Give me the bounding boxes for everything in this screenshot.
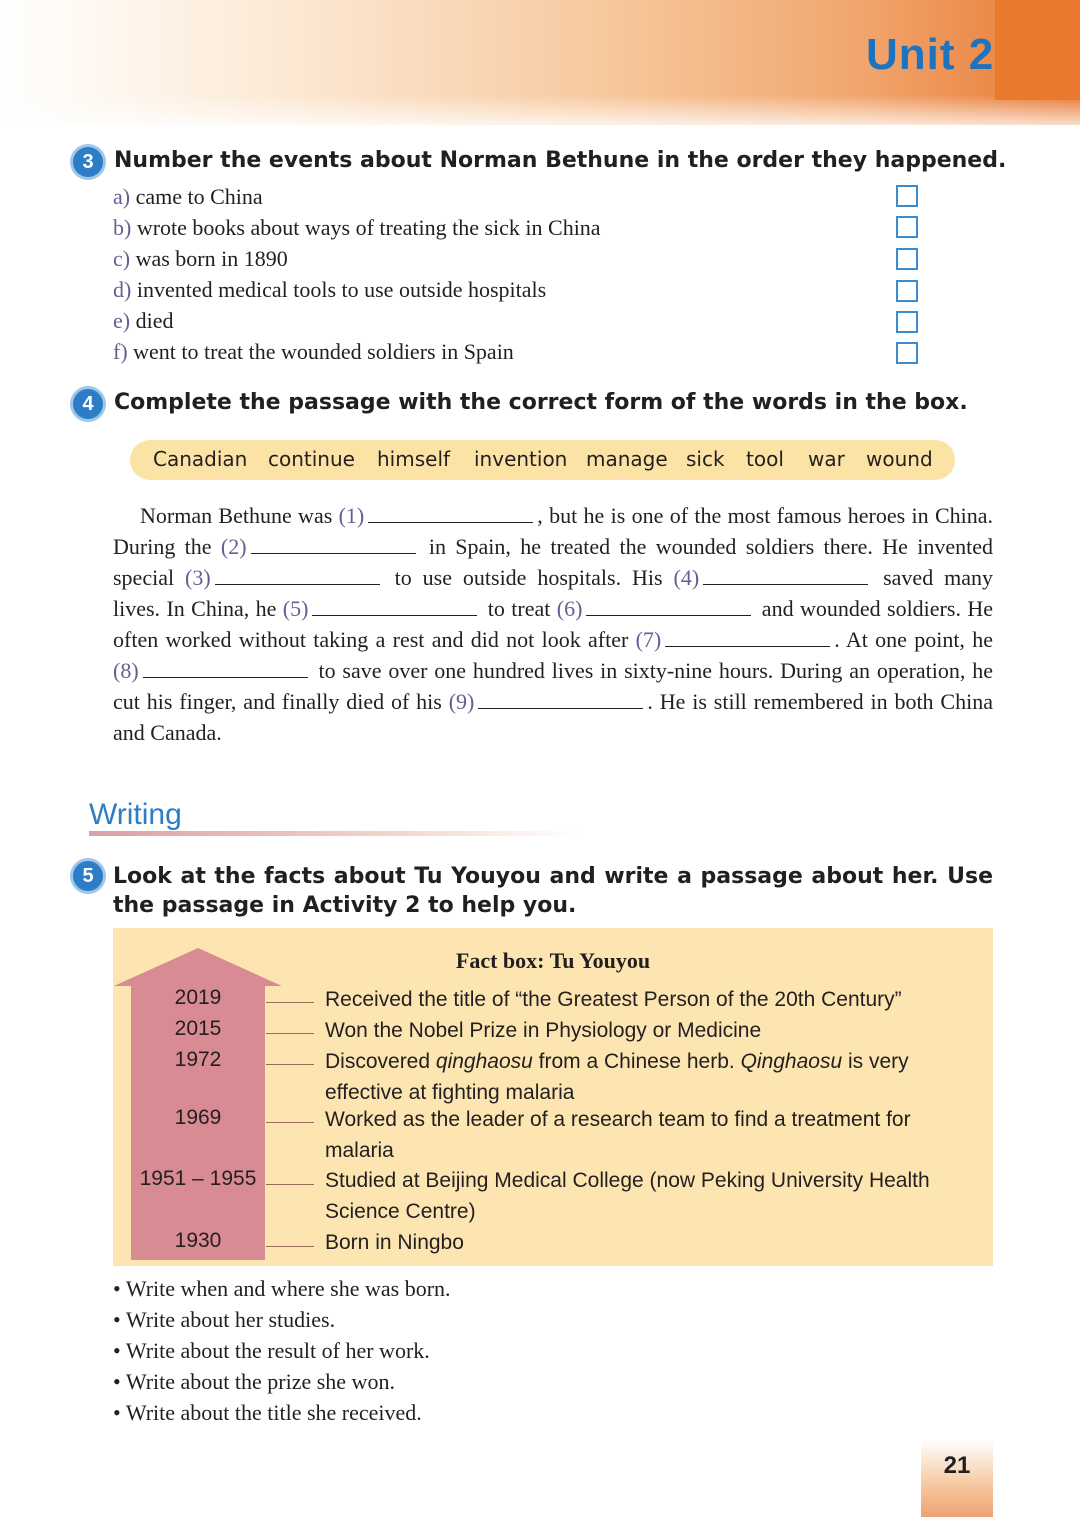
order-checkbox-a[interactable] <box>896 185 918 207</box>
timeline-fact: Discovered qinghaosu from a Chinese herb. Qinghaosu is very effective at fighting malaria <box>325 1050 909 1104</box>
writing-underline <box>89 831 579 836</box>
page-number: 21 <box>943 1452 971 1479</box>
timeline-connector <box>266 1064 314 1065</box>
activity-5-number: 5 <box>73 861 103 891</box>
timeline-connector <box>266 1184 314 1185</box>
word-box-word: war <box>808 447 845 471</box>
answer-blank[interactable] <box>703 566 868 585</box>
timeline-fact: Studied at Beijing Medical College (now Peking University Health Science Centre) <box>325 1169 930 1223</box>
event-item-d: d) invented medical tools to use outside hospitals <box>113 277 547 302</box>
timeline-connector <box>266 1122 314 1123</box>
cloze-passage: Norman Bethune was (1) , but he is one of the most famous heroes in China. During the (2) in Spain, he treated the wounded soldiers there. He invented special (3) to use outside hospitals. His (4) saved many lives. In China, he (5) to treat (6) and wounded soldiers. He often worked without taking a rest and did not look after (7) . At one point, he (8) to save over one hundred lives in sixty-nine hours. During an operation, he cut his finger, and finally died of his (9) . He is still remembered in both China and Canada. <box>113 503 994 745</box>
word-box-word: continue <box>268 447 355 471</box>
event-item-a: a) came to China <box>113 184 263 209</box>
timeline-year: 1972 <box>174 1048 222 1071</box>
word-box-word: invention <box>474 447 568 471</box>
word-box-word: himself <box>377 447 451 471</box>
answer-blank[interactable] <box>665 628 830 647</box>
word-box-word: manage <box>586 447 668 471</box>
answer-blank[interactable] <box>368 504 533 523</box>
writing-heading: Writing <box>89 798 182 831</box>
gap-number: (1) <box>338 503 365 528</box>
writing-bullet: • Write when and where she was born. <box>113 1276 451 1301</box>
writing-bullet: • Write about the result of her work. <box>113 1338 430 1363</box>
timeline-connector <box>266 1002 314 1003</box>
order-checkbox-c[interactable] <box>896 248 918 270</box>
event-item-c: c) was born in 1890 <box>113 246 288 271</box>
timeline-connector <box>266 1033 314 1034</box>
writing-bullet: • Write about the prize she won. <box>113 1369 395 1394</box>
word-box-word: Canadian <box>153 447 248 471</box>
timeline-year: 2015 <box>174 1017 222 1040</box>
answer-blank[interactable] <box>251 535 416 554</box>
timeline-fact: Won the Nobel Prize in Physiology or Medicine <box>325 1019 762 1042</box>
word-box-word: sick <box>686 447 725 471</box>
activity-4-instruction: Complete the passage with the correct form of the words in the box. <box>114 390 968 415</box>
timeline-year: 2019 <box>174 986 222 1009</box>
header-fade <box>0 95 1080 135</box>
answer-blank[interactable] <box>312 597 477 616</box>
gap-number: (8) <box>113 658 139 683</box>
event-item-f: f) went to treat the wounded soldiers in Spain <box>113 339 514 364</box>
order-checkbox-b[interactable] <box>896 216 918 238</box>
answer-blank[interactable] <box>586 597 751 616</box>
activity-5-instruction: Look at the facts about Tu Youyou and write a passage about her. Use the passage in Activity 2 to help you. <box>113 864 993 918</box>
answer-blank[interactable] <box>215 566 380 585</box>
writing-bullet: • Write about the title she received. <box>113 1400 422 1425</box>
timeline-year: 1930 <box>174 1229 222 1252</box>
fact-box-title: Fact box: Tu Youyou <box>455 948 651 973</box>
timeline-fact: Born in Ningbo <box>325 1231 464 1254</box>
gap-number: (3) <box>185 565 211 590</box>
activity-3-number: 3 <box>73 147 103 177</box>
gap-number: (7) <box>635 627 662 652</box>
event-item-e: e) died <box>113 308 174 333</box>
order-checkbox-d[interactable] <box>896 280 918 302</box>
timeline-year: 1969 <box>174 1106 222 1129</box>
gap-number: (9) <box>448 689 475 714</box>
gap-number: (5) <box>282 596 309 621</box>
order-checkbox-e[interactable] <box>896 311 918 333</box>
writing-bullet: • Write about her studies. <box>113 1307 336 1332</box>
word-box-word: tool <box>746 447 784 471</box>
activity-3-instruction: Number the events about Norman Bethune in the order they happened. <box>114 148 1007 173</box>
timeline-year: 1951 – 1955 <box>139 1167 257 1190</box>
gap-number: (6) <box>556 596 583 621</box>
timeline-connector <box>266 1246 314 1247</box>
event-item-b: b) wrote books about ways of treating the sick in China <box>113 215 601 240</box>
answer-blank[interactable] <box>143 659 308 678</box>
word-box-word: wound <box>866 447 933 471</box>
order-checkbox-f[interactable] <box>896 342 918 364</box>
timeline-fact: Worked as the leader of a research team to find a treatment for malaria <box>325 1108 911 1162</box>
answer-blank[interactable] <box>478 690 643 709</box>
gap-number: (4) <box>673 565 700 590</box>
unit-title: Unit 2 <box>866 30 995 79</box>
unit-tab <box>995 0 1080 100</box>
activity-4-number: 4 <box>73 389 103 419</box>
timeline-fact: Received the title of “the Greatest Person of the 20th Century” <box>325 988 902 1011</box>
gap-number: (2) <box>220 534 247 559</box>
